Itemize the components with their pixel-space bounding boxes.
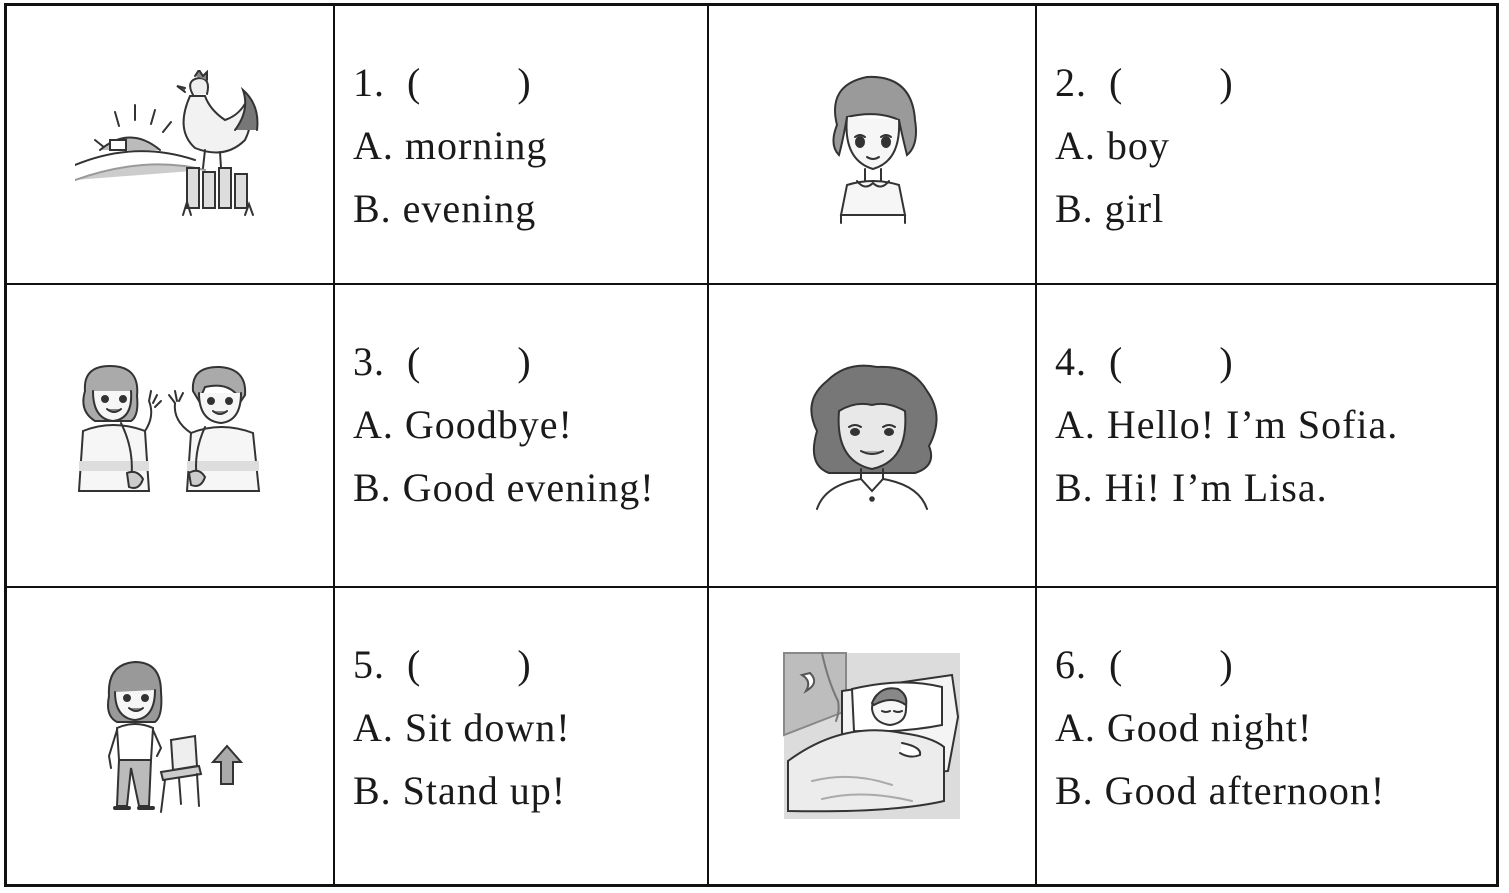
- question-number-line: [1055, 330, 1496, 393]
- girl-chair-arrow-up-image: [95, 656, 245, 816]
- rooster-sunrise-image: [75, 70, 265, 220]
- option-a[interactable]: A. Hello! I’m Sofia.: [1055, 402, 1399, 447]
- question-number-line: [353, 330, 707, 393]
- boy-sleeping-bed-image: [782, 651, 962, 821]
- option-a[interactable]: A. boy: [1055, 123, 1170, 168]
- option-b[interactable]: B. Good afternoon!: [1055, 768, 1386, 813]
- picture-cell-5: [7, 588, 333, 884]
- question-number-line: [353, 51, 707, 114]
- question-4: [1037, 285, 1496, 586]
- question-number: 6.: [1055, 642, 1087, 687]
- answer-blank[interactable]: ( ): [1109, 60, 1234, 105]
- curly-hair-girl-image: [797, 361, 947, 511]
- question-number: 5.: [353, 642, 385, 687]
- picture-cell-4: [709, 285, 1035, 586]
- picture-cell-3: [7, 285, 333, 586]
- option-a[interactable]: A. Good night!: [1055, 705, 1313, 750]
- option-b[interactable]: B. girl: [1055, 186, 1165, 231]
- option-b[interactable]: B. Stand up!: [353, 768, 567, 813]
- answer-blank[interactable]: ( ): [1109, 642, 1234, 687]
- option-a[interactable]: A. Sit down!: [353, 705, 571, 750]
- answer-blank[interactable]: ( ): [407, 339, 532, 384]
- question-5: [335, 588, 707, 884]
- question-2: [1037, 6, 1496, 283]
- question-3: [335, 285, 707, 586]
- question-number: 1.: [353, 60, 385, 105]
- picture-cell-1: [7, 6, 333, 283]
- question-1: [335, 6, 707, 283]
- answer-blank[interactable]: ( ): [1109, 339, 1234, 384]
- option-a[interactable]: A. morning: [353, 123, 548, 168]
- question-number: 4.: [1055, 339, 1087, 384]
- answer-blank[interactable]: ( ): [407, 60, 532, 105]
- girl-portrait-image: [807, 65, 937, 225]
- question-number-line: [1055, 633, 1496, 696]
- question-number: 3.: [353, 339, 385, 384]
- picture-cell-6: [709, 588, 1035, 884]
- picture-cell-2: [709, 6, 1035, 283]
- question-number-line: [1055, 51, 1496, 114]
- option-b[interactable]: B. evening: [353, 186, 537, 231]
- question-6: [1037, 588, 1496, 884]
- answer-blank[interactable]: ( ): [407, 642, 532, 687]
- option-a[interactable]: A. Goodbye!: [353, 402, 573, 447]
- option-b[interactable]: B. Good evening!: [353, 465, 655, 510]
- question-number: 2.: [1055, 60, 1087, 105]
- two-kids-waving-image: [65, 361, 275, 511]
- option-b[interactable]: B. Hi! I’m Lisa.: [1055, 465, 1328, 510]
- question-number-line: [353, 633, 707, 696]
- worksheet-table: [4, 3, 1499, 887]
